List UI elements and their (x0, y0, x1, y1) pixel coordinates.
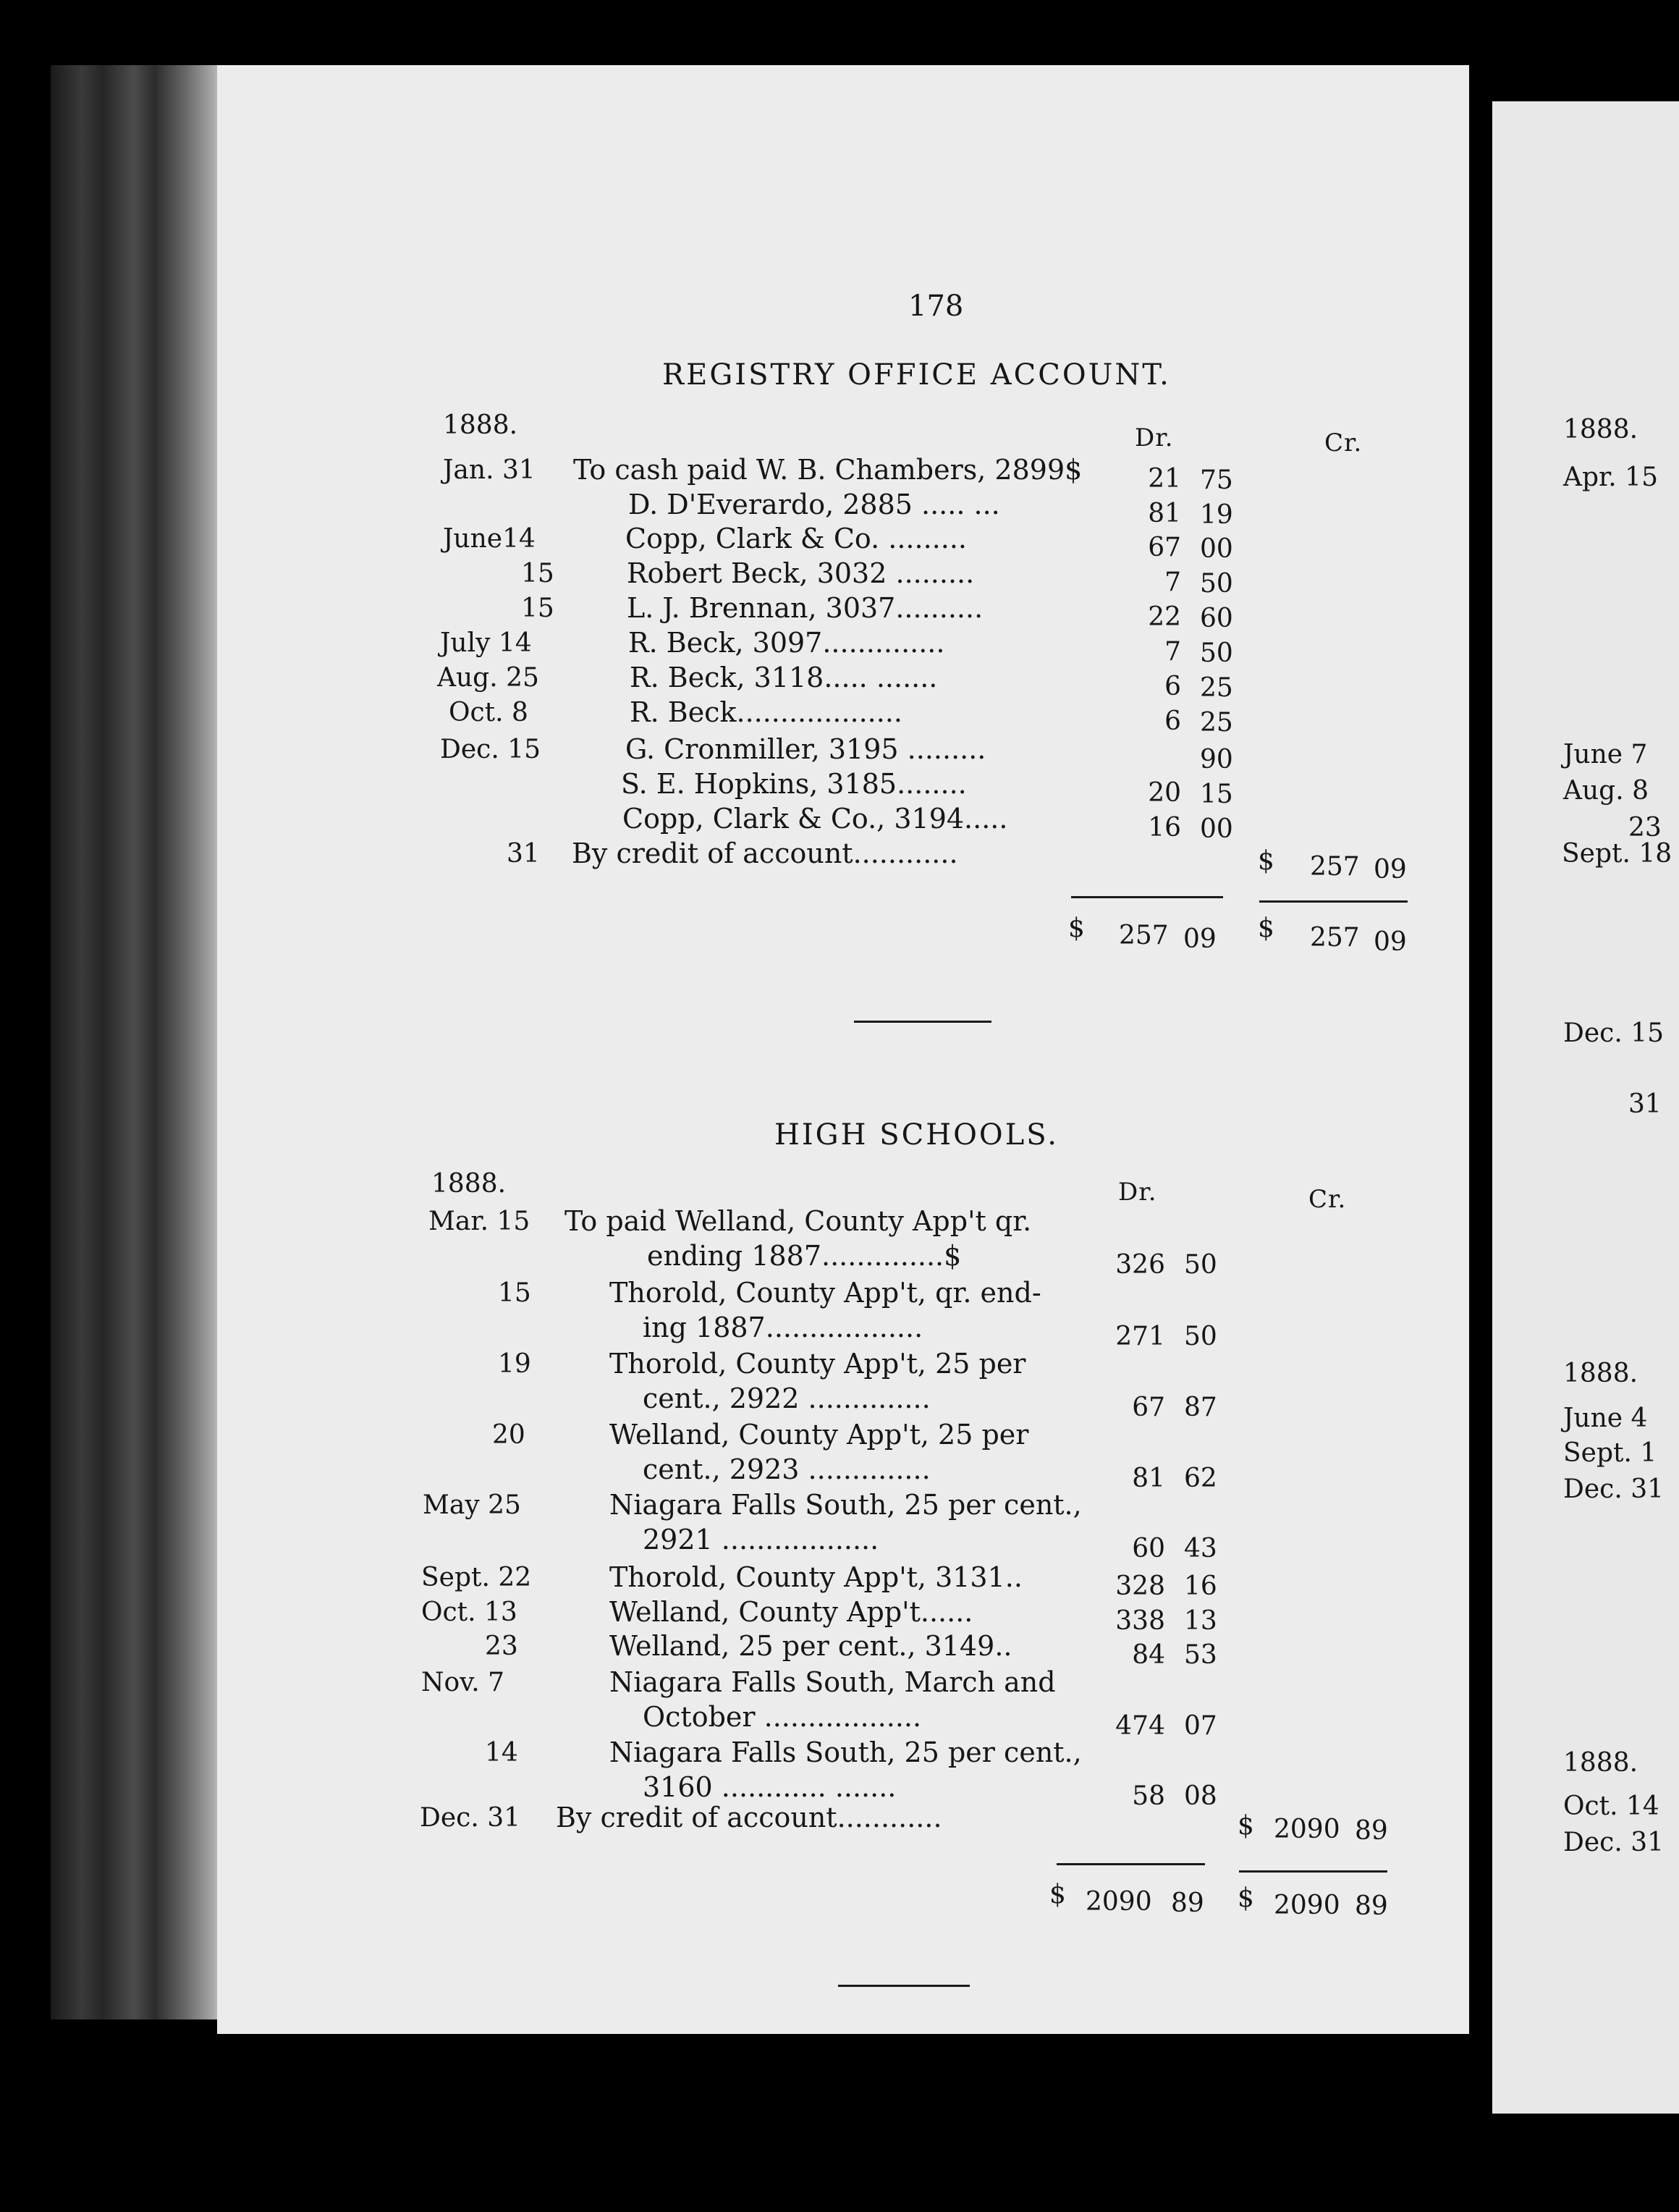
section-divider-2 (838, 1985, 970, 1987)
schools-row-dr-dollars: 271 (1115, 1322, 1165, 1351)
registry-row-dr-dollars: 7 (1164, 637, 1181, 667)
registry-row-desc: G. Cronmiller, 3195 ......... (625, 733, 986, 765)
schools-row-line2: cent., 2923 .............. (643, 1453, 931, 1485)
schools-row-line2: ending 1887..............$ (647, 1240, 962, 1272)
book-page-edges (51, 65, 224, 2019)
registry-dr-total-dollars: 257 (1119, 921, 1169, 950)
registry-row-date: July 14 (440, 628, 532, 658)
registry-row-dr-dollars: 67 (1148, 533, 1181, 562)
schools-row-line1: Thorold, County App't, 25 per (609, 1348, 1026, 1380)
registry-credit-sign: $ (1258, 846, 1274, 876)
schools-row-dr-cents: 16 (1184, 1571, 1217, 1601)
registry-cr-total-cents: 09 (1374, 927, 1407, 957)
schools-cr-total-sign: $ (1238, 1883, 1254, 1913)
registry-row-dr-dollars: 20 (1148, 778, 1181, 808)
registry-row-desc: Robert Beck, 3032 ......... (627, 557, 975, 589)
registry-row-dr-dollars: 16 (1148, 813, 1181, 843)
schools-row-line1: Niagara Falls South, March and (609, 1666, 1056, 1698)
schools-row-line1: Thorold, County App't, 3131.. (609, 1561, 1023, 1593)
registry-row-dr-cents: 00 (1200, 814, 1233, 844)
schools-row-dr-dollars: 60 (1132, 1534, 1165, 1563)
facing-page-entry: 23 (1628, 813, 1662, 843)
registry-row-dr-cents: 50 (1200, 638, 1233, 668)
schools-row-dr-dollars: 474 (1115, 1711, 1165, 1741)
registry-row-desc: R. Beck, 3097.............. (628, 627, 945, 659)
registry-row-desc: To cash paid W. B. Chambers, 2899$ (573, 454, 1083, 486)
schools-row-dr-cents: 50 (1184, 1322, 1217, 1351)
registry-row-date: Oct. 8 (449, 698, 528, 727)
facing-page-entry: June 4 (1563, 1403, 1648, 1433)
registry-row-dr-cents: 25 (1200, 708, 1233, 738)
registry-cr-header: Cr. (1324, 429, 1363, 457)
schools-row-date: Oct. 13 (421, 1597, 517, 1627)
schools-row-line1: To paid Welland, County App't qr. (564, 1205, 1032, 1237)
section-divider-1 (854, 1021, 991, 1023)
registry-row-desc: S. E. Hopkins, 3185........ (621, 768, 967, 800)
schools-cr-total-cents: 89 (1355, 1891, 1388, 1921)
schools-credit-desc: By credit of account............ (556, 1802, 942, 1833)
schools-row-date: Mar. 15 (428, 1207, 530, 1236)
schools-row-dr-dollars: 58 (1132, 1781, 1165, 1811)
registry-cr-total-rule (1259, 900, 1408, 903)
registry-cr-total-dollars: 257 (1310, 923, 1360, 953)
registry-row-dr-cents: 50 (1200, 569, 1233, 599)
registry-row-desc: R. Beck, 3118..... ....... (630, 662, 938, 693)
registry-row-dr-dollars: 22 (1148, 602, 1181, 632)
schools-row-dr-cents: 87 (1184, 1393, 1217, 1422)
schools-row-dr-cents: 50 (1184, 1250, 1217, 1280)
registry-dr-total-sign: $ (1068, 913, 1085, 943)
registry-credit-dollars: 257 (1310, 852, 1360, 882)
registry-row-dr-cents: 60 (1200, 604, 1233, 633)
registry-row-dr-dollars: 7 (1164, 567, 1181, 597)
schools-row-date: 19 (498, 1349, 531, 1379)
registry-row-desc: Copp, Clark & Co. ......... (625, 523, 967, 554)
facing-page-entry: Apr. 15 (1563, 463, 1658, 492)
registry-row-desc: D. D'Everardo, 2885 ..... ... (628, 489, 1000, 520)
schools-row-dr-cents: 62 (1184, 1464, 1217, 1493)
schools-row-date: 14 (485, 1738, 518, 1768)
registry-row-desc: R. Beck................... (630, 696, 902, 728)
schools-cr-header: Cr. (1308, 1185, 1347, 1214)
schools-row-dr-cents: 13 (1184, 1606, 1217, 1636)
schools-row-date: 20 (492, 1420, 525, 1450)
registry-title: REGISTRY OFFICE ACCOUNT. (662, 358, 1171, 392)
page-number: 178 (908, 290, 964, 323)
registry-credit-date: 31 (507, 839, 540, 869)
facing-page-entry: Sept. 1 (1563, 1438, 1657, 1468)
facing-page-entry: Dec. 15 (1563, 1018, 1665, 1048)
schools-credit-date: Dec. 31 (420, 1803, 521, 1833)
registry-row-dr-cents: 25 (1200, 673, 1233, 703)
schools-row-date: 23 (485, 1631, 518, 1661)
registry-credit-cents: 09 (1374, 855, 1407, 885)
schools-row-line1: Niagara Falls South, 25 per cent., (609, 1736, 1082, 1768)
schools-row-line1: Thorold, County App't, qr. end- (609, 1277, 1041, 1309)
schools-row-line1: Welland, County App't, 25 per (609, 1419, 1029, 1451)
facing-page-entry: Dec. 31 (1563, 1474, 1665, 1504)
schools-row-line2: ing 1887.................. (643, 1312, 923, 1343)
schools-row-date: Sept. 22 (421, 1563, 532, 1592)
registry-row-date: Aug. 25 (437, 663, 539, 693)
schools-credit-sign: $ (1238, 1811, 1254, 1841)
registry-year: 1888. (443, 410, 518, 440)
registry-row-dr-cents: 00 (1200, 534, 1233, 564)
schools-row-date: Nov. 7 (421, 1668, 505, 1697)
schools-row-dr-dollars: 67 (1132, 1393, 1165, 1422)
schools-dr-total-rule (1057, 1863, 1205, 1865)
schools-credit-cents: 89 (1355, 1816, 1388, 1846)
registry-dr-header: Dr. (1135, 423, 1174, 452)
schools-cr-total-rule (1239, 1870, 1387, 1873)
registry-row-date: 15 (521, 559, 554, 588)
facing-page-entry: 1888. (1563, 1359, 1638, 1388)
schools-dr-total-dollars: 2090 (1086, 1887, 1152, 1917)
registry-dr-total-cents: 09 (1183, 924, 1217, 954)
registry-row-dr-cents: 90 (1200, 745, 1233, 774)
schools-row-line2: 3160 ............ ....... (643, 1771, 897, 1803)
facing-page-entry: Dec. 31 (1563, 1828, 1665, 1857)
registry-row-dr-dollars: 6 (1164, 672, 1181, 701)
registry-row-date: Jan. 31 (443, 455, 536, 485)
schools-row-line2: October .................. (643, 1701, 922, 1733)
schools-year: 1888. (431, 1169, 507, 1199)
schools-row-dr-cents: 08 (1184, 1781, 1217, 1811)
registry-row-dr-cents: 19 (1200, 500, 1233, 530)
schools-row-line1: Welland, County App't...... (609, 1596, 973, 1628)
registry-row-date: June14 (443, 524, 536, 554)
schools-title: HIGH SCHOOLS. (774, 1118, 1059, 1152)
schools-row-dr-dollars: 328 (1115, 1571, 1165, 1601)
registry-row-dr-cents: 75 (1200, 465, 1233, 495)
registry-row-dr-dollars: 81 (1148, 499, 1181, 528)
schools-dr-header: Dr. (1118, 1178, 1157, 1207)
registry-dr-total-rule (1071, 896, 1223, 898)
registry-row-date: Dec. 15 (440, 735, 541, 764)
registry-row-dr-dollars: 6 (1164, 706, 1181, 736)
schools-row-line2: cent., 2922 .............. (643, 1382, 931, 1414)
schools-row-dr-dollars: 84 (1132, 1640, 1165, 1670)
schools-row-date: 15 (498, 1278, 531, 1308)
registry-row-desc: L. J. Brennan, 3037.......... (627, 592, 984, 624)
registry-row-dr-dollars: 21 (1148, 464, 1181, 494)
registry-credit-desc: By credit of account............ (572, 837, 958, 869)
registry-row-date: 15 (521, 594, 554, 623)
schools-row-line1: Welland, 25 per cent., 3149.. (609, 1630, 1012, 1662)
schools-row-line1: Niagara Falls South, 25 per cent., (609, 1489, 1082, 1521)
schools-row-dr-cents: 53 (1184, 1640, 1217, 1670)
schools-credit-dollars: 2090 (1274, 1815, 1340, 1844)
facing-page-entry: Sept. 18 (1562, 839, 1672, 869)
schools-row-date: May 25 (423, 1490, 521, 1520)
facing-page-entry: June 7 (1563, 740, 1648, 769)
registry-row-dr-cents: 15 (1200, 780, 1233, 809)
facing-page-entry: 1888. (1563, 415, 1638, 444)
facing-page-entry: 1888. (1563, 1748, 1638, 1778)
facing-page-entry: Aug. 8 (1563, 776, 1649, 806)
schools-dr-total-cents: 89 (1171, 1888, 1204, 1918)
schools-dr-total-sign: $ (1049, 1880, 1066, 1909)
schools-row-dr-dollars: 338 (1115, 1606, 1165, 1636)
registry-cr-total-sign: $ (1258, 913, 1274, 943)
schools-row-dr-dollars: 81 (1132, 1464, 1165, 1493)
schools-cr-total-dollars: 2090 (1274, 1891, 1340, 1920)
facing-page-entry: 31 (1628, 1089, 1662, 1119)
schools-row-dr-cents: 07 (1184, 1711, 1217, 1741)
facing-page-entry: Oct. 14 (1563, 1791, 1659, 1821)
schools-row-dr-cents: 43 (1184, 1534, 1217, 1563)
schools-row-line2: 2921 .................. (643, 1524, 879, 1555)
registry-row-desc: Copp, Clark & Co., 3194..... (622, 803, 1008, 835)
schools-row-dr-dollars: 326 (1115, 1250, 1165, 1280)
